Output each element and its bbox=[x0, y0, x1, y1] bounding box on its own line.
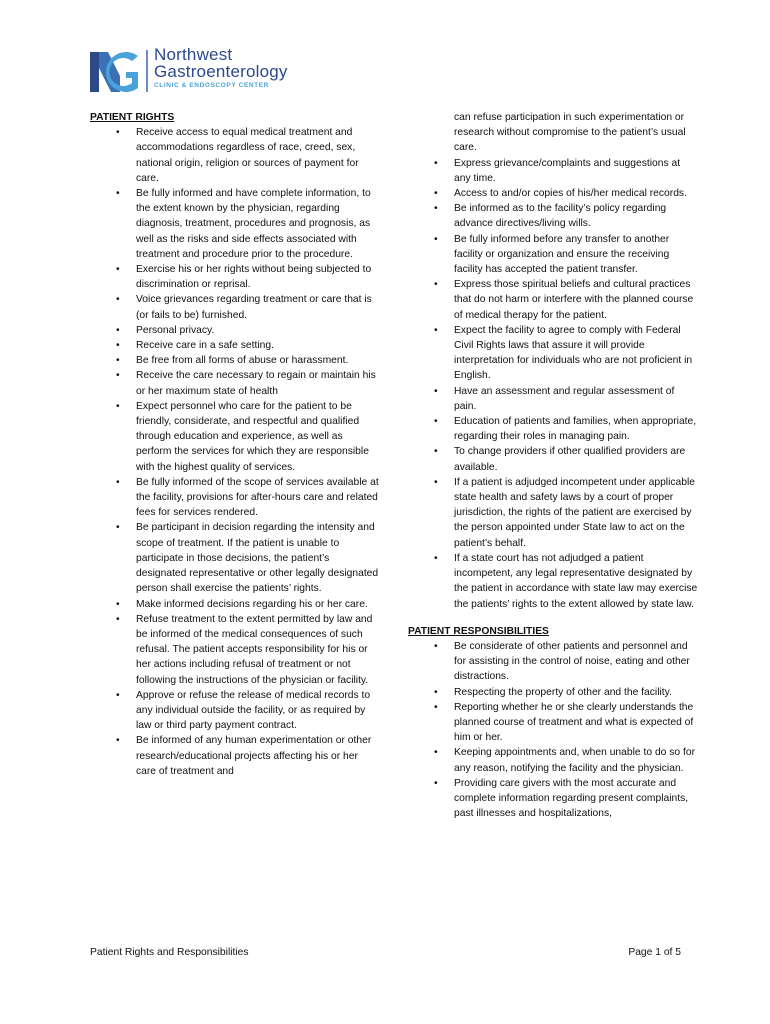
logo-divider bbox=[146, 50, 148, 92]
rights-list-left bbox=[90, 125, 380, 779]
list-item: • Receive the care necessary to regain or maintain his or her maximum state of health bbox=[90, 368, 380, 398]
list-item: • Personal privacy. bbox=[90, 323, 380, 338]
list-item: • Be informed of any human experimentation or other research/educational projects affecting his or her care of treatment and bbox=[90, 733, 380, 779]
list-item: • Access to and/or copies of his/her medical records. bbox=[408, 186, 698, 201]
right-column bbox=[408, 110, 698, 821]
logo-line1: Northwest bbox=[154, 45, 233, 64]
list-item: • Expect personnel who care for the patient to be friendly, considerate, and respectful and qualified through education and experience, as well as perform the services for which they are responsible with the highest quality of services. bbox=[90, 399, 380, 475]
list-item: • Receive access to equal medical treatment and accommodations regardless of race, creed, sex, national origin, religion or sources of payment for care. bbox=[90, 125, 380, 186]
list-item: • Respecting the property of other and the facility. bbox=[408, 685, 698, 700]
list-item: • Voice grievances regarding treatment or care that is (or fails to be) furnished. bbox=[90, 292, 380, 322]
list-item: • Be fully informed before any transfer to another facility or organization and ensure the receiving facility has accepted the patient transfer. bbox=[408, 232, 698, 278]
list-item: • Have an assessment and regular assessment of pain. bbox=[408, 384, 698, 414]
list-item: • Be free from all forms of abuse or harassment. bbox=[90, 353, 380, 368]
list-item: • If a patient is adjudged incompetent under applicable state health and safety laws by a court of proper jurisdiction, the rights of the patient are exercised by the person appointed under State law to act on the patient’s behalf. bbox=[408, 475, 698, 551]
left-column bbox=[90, 110, 380, 779]
list-item: • Make informed decisions regarding his or her care. bbox=[90, 597, 380, 612]
list-item: • Education of patients and families, when appropriate, regarding their roles in managing pain. bbox=[408, 414, 698, 444]
list-item: • Approve or refuse the release of medical records to any individual outside the facility, or as required by law or third party payment contract. bbox=[90, 688, 380, 734]
list-item: • To change providers if other qualified providers are available. bbox=[408, 444, 698, 474]
list-item: • Exercise his or her rights without being subjected to discrimination or reprisal. bbox=[90, 262, 380, 292]
list-item: • If a state court has not adjudged a patient incompetent, any legal representative designated by the patient in accordance with state law may exercise the patients’ rights to the extent allowed by state law. bbox=[408, 551, 698, 612]
list-item: • Express grievance/complaints and suggestions at any time. bbox=[408, 156, 698, 186]
list-item: • Be fully informed and have complete information, to the extent known by the physician, regarding diagnosis, treatment, procedures and prognosis, as well as the risks and side effects associated with treatment and procedure prior to the procedure. bbox=[90, 186, 380, 262]
list-item-continuation: can refuse participation in such experimentation or research without compromise to the patient’s usual care. bbox=[454, 112, 686, 154]
list-item: • Be considerate of other patients and personnel and for assisting in the control of noise, eating and other distractions. bbox=[408, 639, 698, 685]
logo-tagline: CLINIC & ENDOSCOPY CENTER bbox=[154, 82, 269, 89]
list-item: • Reporting whether he or she clearly understands the planned course of treatment and what is expected of him or her. bbox=[408, 700, 698, 746]
list-item: • Expect the facility to agree to comply with Federal Civil Rights laws that assure it will provide interpretation for individuals who are not proficient in English. bbox=[408, 323, 698, 384]
clinic-logo bbox=[90, 44, 320, 96]
list-item: • Be informed as to the facility’s policy regarding advance directives/living wills. bbox=[408, 201, 698, 231]
rights-list-right bbox=[408, 110, 698, 612]
ng-logo-icon bbox=[90, 46, 140, 94]
logo-line2: Gastroenterology bbox=[154, 62, 288, 81]
list-item: • Keeping appointments and, when unable to do so for any reason, notifying the facility and the physician. bbox=[408, 745, 698, 775]
responsibilities-list bbox=[408, 639, 698, 821]
page-number: Page 1 of 5 bbox=[628, 947, 681, 958]
footer-title: Patient Rights and Responsibilities bbox=[90, 947, 249, 958]
logo-text bbox=[154, 46, 288, 89]
list-item: • Be fully informed of the scope of services available at the facility, provisions for after-hours care and related fees for services rendered. bbox=[90, 475, 380, 521]
patient-responsibilities-heading: PATIENT RESPONSIBILITIES bbox=[408, 625, 549, 637]
list-item: • Express those spiritual beliefs and cultural practices that do not harm or interfere with the planned course of medical therapy for the patient. bbox=[408, 277, 698, 323]
list-item: • Receive care in a safe setting. bbox=[90, 338, 380, 353]
list-item: • Refuse treatment to the extent permitted by law and be informed of the medical consequences of such refusal. The patient accepts responsibility for his or her actions including refusal of treatment or not following the instructions of the physician or facility. bbox=[90, 612, 380, 688]
list-item: • Be participant in decision regarding the intensity and scope of treatment. If the patient is unable to participate in those decisions, the patient’s designated representative or other legally designated person shall exercise the patients’ rights. bbox=[90, 520, 380, 596]
patient-rights-heading: PATIENT RIGHTS bbox=[90, 112, 175, 123]
list-item: • Providing care givers with the most accurate and complete information regarding present complaints, past illnesses and hospitalizations, bbox=[408, 776, 698, 822]
